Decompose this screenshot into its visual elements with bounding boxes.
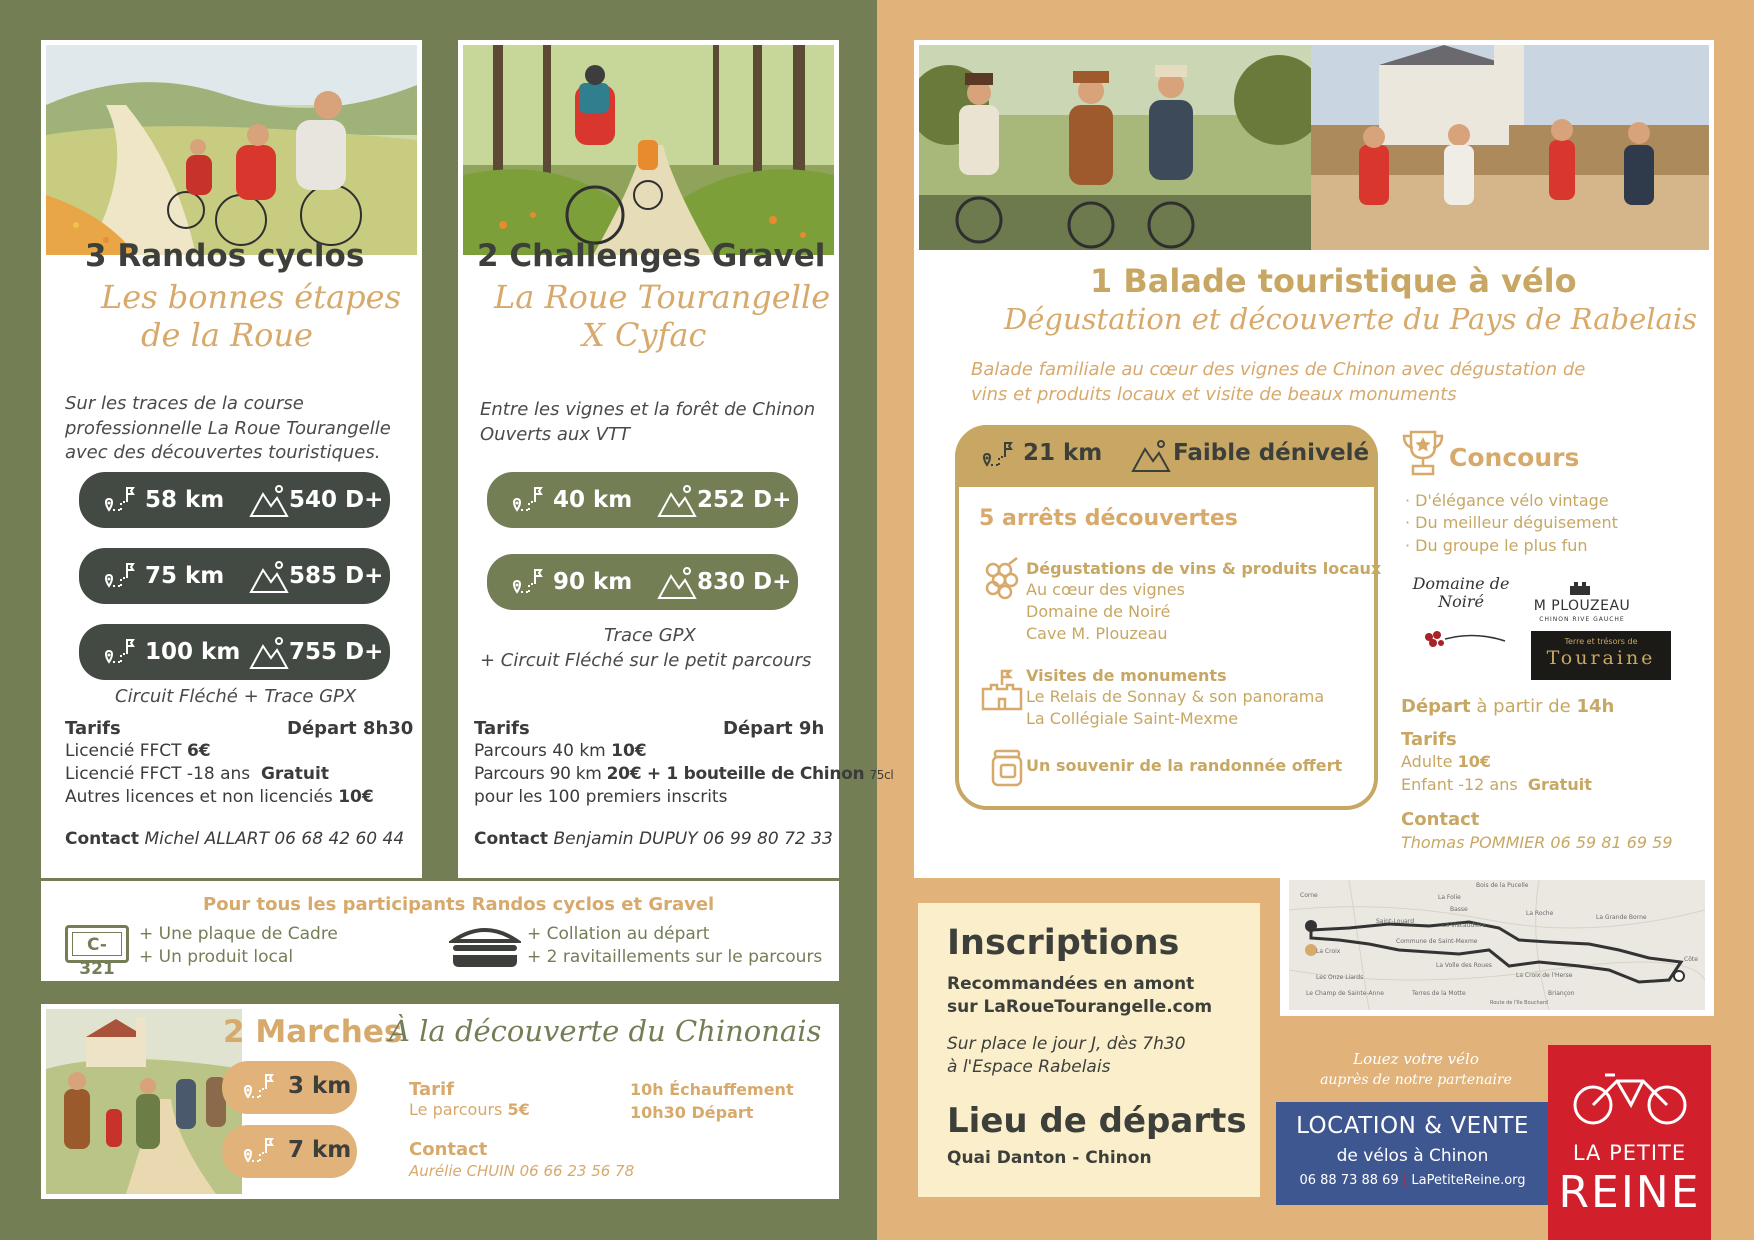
balade-contact: Thomas POMMIER 06 59 81 69 59 <box>1401 833 1673 852</box>
map-label: La Grande Borne <box>1596 914 1647 921</box>
stop-2-line: Le Relais de Sonnay & son panorama <box>1026 687 1325 706</box>
mountain-icon <box>249 634 289 670</box>
bicycle-icon <box>1565 1067 1695 1127</box>
rando-desc-3: avec des découvertes touristiques. <box>65 442 381 463</box>
partner-box-title: LOCATION & VENTE <box>1296 1113 1529 1139</box>
lieu-title: Lieu de départs <box>947 1101 1247 1141</box>
lieu-text: Quai Danton - Chinon <box>947 1148 1152 1168</box>
map-label: Saint-Louard <box>1376 918 1415 925</box>
marches-route-pill <box>222 1061 357 1114</box>
gravel-subtitle-1: La Roue Tourangelle <box>494 278 831 316</box>
balade-tarifs-label: Tarifs <box>1401 729 1457 750</box>
pin-route-icon <box>101 634 137 670</box>
gravel-desc-2: Ouverts aux VTT <box>480 424 630 445</box>
balade-title: 1 Balade touristique à vélo <box>1090 262 1577 300</box>
map-label: Route de l'île Bouchard <box>1490 1000 1548 1006</box>
marches-photo <box>46 1009 242 1194</box>
gravel-contact: Contact Benjamin DUPUY 06 99 80 72 33 <box>474 829 833 849</box>
rando-subtitle-2: de la Roue <box>141 316 313 354</box>
map-label: Bois de la Pucelle <box>1476 882 1529 889</box>
gravel-distance: 90 km <box>553 568 633 595</box>
mountain-icon <box>657 564 697 600</box>
rando-distance: 75 km <box>145 562 225 589</box>
rando-price-2: Licencié FFCT -18 ans Gratuit <box>65 764 329 784</box>
map-label: Les Onze Liards <box>1316 974 1364 981</box>
balade-elevation: Faible dénivelé <box>1173 440 1370 466</box>
marches-tarif-label: Tarif <box>409 1079 454 1100</box>
rando-route-pill <box>79 624 390 680</box>
marches-time-1: 10h Échauffement <box>630 1080 794 1099</box>
balade-contact-label: Contact <box>1401 809 1480 830</box>
partner-logo[interactable] <box>1548 1045 1711 1240</box>
logo-domaine-noire: Domaine de Noiré <box>1411 575 1511 665</box>
participants-right-1: + Collation au départ <box>527 924 710 944</box>
concours-item: · Du groupe le plus fun <box>1405 536 1588 555</box>
partner-tagline-2: auprès de notre partenaire <box>1320 1072 1512 1088</box>
gravel-elevation: 252 D+ <box>697 487 792 513</box>
castle-icon <box>979 667 1025 713</box>
pin-route-icon <box>509 564 545 600</box>
pin-route-icon <box>101 558 137 594</box>
balade-subtitle: Dégustation et découverte du Pays de Rabelais <box>1004 302 1697 336</box>
rando-distance: 58 km <box>145 486 225 513</box>
gravel-elevation: 830 D+ <box>697 569 792 595</box>
rando-route-pill <box>79 472 390 528</box>
mountain-icon <box>249 482 289 518</box>
inscriptions-line-1: Recommandées en amont <box>947 974 1195 994</box>
balade-info-header <box>955 425 1378 487</box>
rando-tarifs-label: Tarifs <box>65 718 121 739</box>
balade-desc-2: vins et produits locaux et visite de beaux monuments <box>971 384 1457 405</box>
stop-1-line: Au cœur des vignes <box>1026 580 1185 599</box>
stop-2-title: Visites de monuments <box>1026 666 1227 685</box>
rando-elevation: 540 D+ <box>289 487 384 513</box>
rando-photo <box>46 45 417 255</box>
logo-plouzeau: M PLOUZEAU CHINON RIVE GAUCHE <box>1527 580 1637 640</box>
balade-child: Enfant -12 ans Gratuit <box>1401 775 1592 794</box>
gravel-depart: Départ 9h <box>723 718 825 739</box>
gravel-note-2: + Circuit Fléché sur le petit parcours <box>480 650 812 671</box>
marches-route-pill <box>222 1125 357 1178</box>
route-map <box>1280 874 1714 1016</box>
balade-adult: Adulte 10€ <box>1401 752 1492 771</box>
balade-info-panel <box>955 425 1382 810</box>
concours-item: · Du meilleur déguisement <box>1405 513 1618 532</box>
stop-1-line: Domaine de Noiré <box>1026 602 1171 621</box>
participants-band <box>41 881 839 981</box>
map-label: La Folie <box>1438 894 1461 901</box>
rando-subtitle-1: Les bonnes étapes <box>101 278 401 316</box>
marches-tarif: Le parcours 5€ <box>409 1100 530 1119</box>
inscriptions-line-3: Sur place le jour J, dès 7h30 <box>947 1034 1186 1054</box>
partner-rental-box[interactable] <box>1276 1102 1549 1205</box>
rando-title: 3 Randos cyclos <box>85 238 365 274</box>
gravel-note-1: Trace GPX <box>604 625 696 646</box>
rando-route-pill <box>79 548 390 604</box>
marches-card <box>41 1004 839 1199</box>
rando-note: Circuit Fléché + Trace GPX <box>115 686 357 707</box>
gravel-photo <box>463 45 834 255</box>
marches-contact-label: Contact <box>409 1139 488 1160</box>
gravel-title: 2 Challenges Gravel <box>477 238 826 274</box>
map-label: Basse <box>1450 906 1468 913</box>
grapes-icon <box>979 556 1025 602</box>
rando-depart: Départ 8h30 <box>287 718 414 739</box>
participants-title: Pour tous les participants Randos cyclos et Gravel <box>203 894 715 915</box>
inscriptions-box <box>918 903 1260 1197</box>
rando-price-3: Autres licences et non licenciés 10€ <box>65 787 374 807</box>
participants-left-1: + Une plaque de Cadre <box>139 924 338 944</box>
rando-elevation: 755 D+ <box>289 639 384 665</box>
rando-price-1: Licencié FFCT 6€ <box>65 741 211 761</box>
stop-2-line: La Collégiale Saint-Mexme <box>1026 709 1239 728</box>
inscriptions-title: Inscriptions <box>947 923 1180 963</box>
marches-subtitle: À la découverte du Chinonais <box>389 1014 822 1048</box>
trophy-icon <box>1401 428 1445 478</box>
partner-logo-line-1: LA PETITE <box>1572 1141 1687 1165</box>
marches-time-2: 10h30 Départ <box>630 1103 754 1122</box>
map-label: Côte <box>1684 956 1698 963</box>
balade-distance: 21 km <box>1023 440 1103 466</box>
map-label: La Volle des Roues <box>1436 962 1492 969</box>
rando-card <box>41 40 422 878</box>
pin-route-icon <box>240 1133 276 1169</box>
pin-route-icon <box>979 437 1015 473</box>
map-label: Corne <box>1300 892 1318 899</box>
marches-distance: 7 km <box>288 1137 352 1163</box>
inscriptions-line-2: sur LaRoueTourangelle.com <box>947 997 1213 1017</box>
map-label: Le Champ de Sainte-Anne <box>1306 990 1384 997</box>
rando-desc-1: Sur les traces de la course <box>65 393 304 414</box>
rando-desc-2: professionnelle La Roue Tourangelle <box>65 418 391 439</box>
mountain-icon <box>657 482 697 518</box>
marches-title: 2 Marches <box>223 1014 403 1050</box>
map-label: Briançon <box>1548 990 1575 997</box>
jar-icon <box>989 747 1025 787</box>
gravel-distance: 40 km <box>553 486 633 513</box>
balade-card <box>914 40 1714 878</box>
pin-route-icon <box>240 1069 276 1105</box>
stop-3-title: Un souvenir de la randonnée offert <box>1026 756 1343 775</box>
partner-box-contact: 06 88 73 88 69 | LaPetiteReine.org <box>1299 1173 1526 1188</box>
marches-distance: 3 km <box>288 1073 352 1099</box>
map-label: Terres de la Motte <box>1412 990 1466 997</box>
gravel-subtitle-2: X Cyfac <box>582 316 707 354</box>
balade-desc-1: Balade familiale au cœur des vignes de Chinon avec dégustation de <box>971 359 1586 380</box>
gravel-tarifs-label: Tarifs <box>474 718 530 739</box>
gravel-price-2: Parcours 90 km 20€ + 1 bouteille de Chinon 75cl <box>474 764 894 784</box>
map-label: La Croix de l'Herse <box>1516 972 1573 979</box>
pin-route-icon <box>509 482 545 518</box>
participants-right-2: + 2 ravitaillements sur le parcours <box>527 947 823 967</box>
stop-1-line: Cave M. Plouzeau <box>1026 624 1168 643</box>
gravel-route-pill <box>487 472 798 528</box>
marches-contact: Aurélie CHUIN 06 66 23 56 78 <box>409 1162 635 1180</box>
pin-route-icon <box>101 482 137 518</box>
balade-stops-title: 5 arrêts découvertes <box>979 506 1238 531</box>
mountain-icon <box>249 558 289 594</box>
gravel-price-1: Parcours 40 km 10€ <box>474 741 647 761</box>
map-label: La Croix <box>1316 948 1341 955</box>
gravel-desc-1: Entre les vignes et la forêt de Chinon <box>480 399 816 420</box>
concours-title: Concours <box>1449 443 1580 472</box>
concours-item: · D'élégance vélo vintage <box>1405 491 1609 510</box>
partner-tagline-1: Louez votre vélo <box>1353 1050 1479 1068</box>
map-label: Commune de Saint-Mexme <box>1396 938 1478 945</box>
map-label: La Roche <box>1526 910 1554 917</box>
mountain-icon <box>1131 437 1171 473</box>
rando-contact: Contact Michel ALLART 06 68 42 60 44 <box>65 829 405 849</box>
stop-1-title: Dégustations de vins & produits locaux <box>1026 559 1382 578</box>
partner-box-sub: de vélos à Chinon <box>1336 1146 1489 1166</box>
plate-icon: C-321 <box>65 925 129 963</box>
partner-logo-line-2: REINE <box>1558 1167 1701 1218</box>
gravel-card <box>458 40 894 878</box>
rando-distance: 100 km <box>145 638 241 665</box>
sandwich-icon <box>449 923 521 969</box>
balade-photo <box>919 45 1709 250</box>
gravel-price-3: pour les 100 premiers inscrits <box>474 787 728 807</box>
gravel-route-pill <box>487 554 798 610</box>
map-label: La Viscaudière <box>1442 922 1486 929</box>
inscriptions-line-4: à l'Espace Rabelais <box>947 1057 1111 1077</box>
participants-left-2: + Un produit local <box>139 947 294 967</box>
balade-depart: Départ à partir de 14h <box>1401 696 1615 717</box>
rando-elevation: 585 D+ <box>289 563 384 589</box>
logo-touraine: Terre et trésors de Touraine <box>1531 631 1671 680</box>
